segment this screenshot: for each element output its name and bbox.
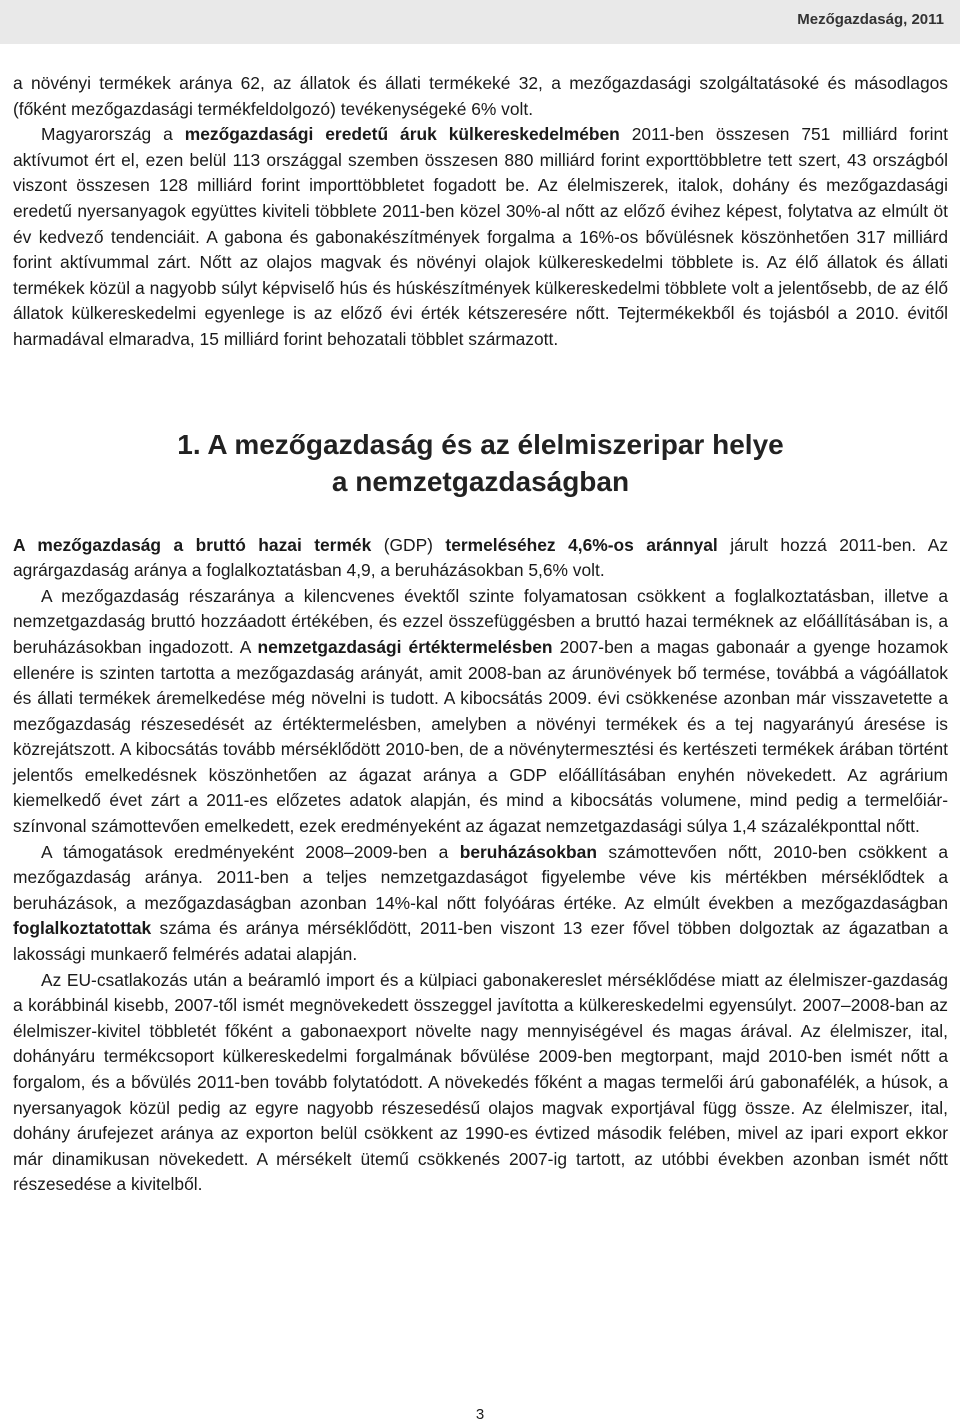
page-body (13, 71, 948, 1198)
running-header (0, 0, 960, 44)
text-run: (GDP) (371, 534, 446, 555)
text-run: 2011-ben összesen 751 milliárd forint aktívumot ért el, ezen belül 113 országgal szemben összesen 880 milliárd forint exporttöbbletre tett szert, 43 országból viszont összesen 128 milliárd forint importtöbbletet fogadott be. Az élelmiszerek, italok, dohány és mezőgazdasági eredetű nyersanyagok együttes kiviteli többlete 2011-ben közel 30%-al nőtt az előző évihez képest, folytatva az elmúlt öt év kedvező tendenciáit. A gabona és gabonakészítmények forgalma a 16%-os bővülésnek köszönhetően 317 milliárd forint aktívummal zárt. Nőtt az olajos magvak és növényi olajok külkereskedelmi többlete is. Az élő állatok és állati termékek közül a nagyobb súlyt képviselő hús és húskészítmények külkereskedelmi többlete volt a jelentősebb, de az élő állatok külkereskedelmi egyenlege is az előző évi érték kétszeresére nőtt. Tejtermékekből és tojásból a 2010. évitől harmadával elmaradva, 15 milliárd forint behozatali többlet származott. (13, 124, 948, 349)
bold-run: foglalkoztatottak (13, 918, 152, 939)
text-run: A támogatások eredményeként 2008–2009-ben a (41, 841, 460, 862)
intro-paragraph-2 (13, 122, 948, 352)
text-run: száma és aránya mérséklődött, 2011-ben viszont 13 ezer fővel többen dolgoztak az ágazatban a lakossági munkaerő felmérés adatai alapján. (13, 918, 948, 965)
section-heading-line-2: a nemzetgazdaságban (331, 465, 630, 497)
intro-paragraph-1 (13, 71, 948, 122)
text-run: Magyarország a (41, 124, 185, 145)
section-paragraph-1 (13, 533, 948, 584)
text-run: Az EU-csatlakozás után a beáramló import és a külpiaci gabonakereslet mérséklődése miatt az élelmiszer-gazdaság a korábbinál kisebb, 2007-től ismét megnövekedett összeggel javította a külkereskedelmi egyensúlyt. 2007–2008-ban az élelmiszer-kivitel többletét főként a gabonaexport növelte nagy mennyiségével és magas árával. Az élelmiszer, ital, dohányáru termékcsoport külkereskedelmi forgalmának bővülése 2009-ben megtorpant, majd 2010-ben ismét nőtt a forgalom, és a bővülés 2011-ben tovább folytatódott. A növekedés főként a magas termelői árú gabonafélék, a húsok, a nyersanyagok közül pedig az egyre nagyobb részesedésű olajos magvak exportjával függ össze. Az élelmiszer, ital, dohány árufejezet aránya az exporton belül csökkent az 1990-es évtized második felében, mivel az ipari export ekkor már dinamikusan növekedett. A mérsékelt ütemű csökkenés 2007-ig tartott, az utóbbi években azonban ismét nőtt részesedése a kivitelből. (13, 969, 948, 1195)
text-run: A mezőgazdaság részaránya a kilencvenes évektől szinte folyamatosan csökkent a foglalkoztatásban, illetve a nemzetgazdaság bruttó hozzáadott értékében, és ezzel összefüggésben a bruttó hazai terméknek az előállításában is, a beruházásokban ingadozott. A (13, 585, 948, 657)
bold-run: mezőgazdasági eredetű áruk külkereskedelmében (184, 124, 620, 145)
running-header-title: Mezőgazdaság, 2011 (797, 11, 944, 28)
text-run: számottevően nőtt, 2010-ben csökkent a mezőgazdaság aránya. 2011-ben a teljes nemzetgazdaságot figyelembe véve kis mértékben mérséklődtek a beruházások, a mezőgazdaságban azonban 14%-kal nőtt folyóáras értéke. Az elmúlt években a mezőgazdaságban (13, 841, 948, 913)
section-heading (13, 426, 948, 500)
text-run: járult hozzá 2011-ben. Az agrárgazdaság aránya a foglalkoztatásban 4,9, a beruházásokban 5,6% volt. (13, 534, 949, 581)
section-paragraph-4 (13, 968, 948, 1198)
section-paragraph-3 (13, 840, 948, 968)
page-number: 3 (475, 1406, 485, 1423)
bold-run: termeléséhez 4,6%-os aránnyal (445, 534, 718, 555)
bold-run: A mezőgazdaság a bruttó hazai termék (13, 534, 372, 555)
text-run: 2007-ben a magas gabonaár a gyenge hozamok ellenére is szinten tartotta a mezőgazdaság arányát, amit 2008-ban az árunövények bő termése, továbbá a vágóállatok és állati termékek áremelkedése még növelni is tudott. A kibocsátás 2009. évi csökkenése azonban már visszavetette a mezőgazdaság részesedését az értéktermelésben, amelyben a növényi termékek és a tej nagyarányú áresése is közrejátszott. A kibocsátás tovább mérséklődött 2010-ben, de a növénytermesztési és kertészeti termékek árában történt jelentős emelkedésnek köszönhetően az ágazat aránya a GDP előállításában enyhén növekedett. Az agrárium kiemelkedő évet zárt a 2011-es előzetes adatok alapján, és mind a kibocsátás volumene, mind pedig a termelőiárszínvonal számottevően emelkedett, ezek eredményeként az ágazat nemzetgazdasági súlya 1,4 százalékponttal nőtt. (13, 636, 948, 837)
section-paragraph-2 (13, 584, 948, 840)
bold-run: beruházásokban (459, 841, 597, 862)
section-heading-line-1: 1. A mezőgazdaság és az élelmiszeripar helye (177, 428, 784, 460)
bold-run: nemzetgazdasági értéktermelésben (257, 636, 553, 657)
text-run: a növényi termékek aránya 62, az állatok és állati termékeké 32, a mezőgazdasági szolgáltatásoké és másodlagos (főként mezőgazdasági termékfeldolgozó) tevékenységeké 6% volt. (13, 73, 948, 119)
